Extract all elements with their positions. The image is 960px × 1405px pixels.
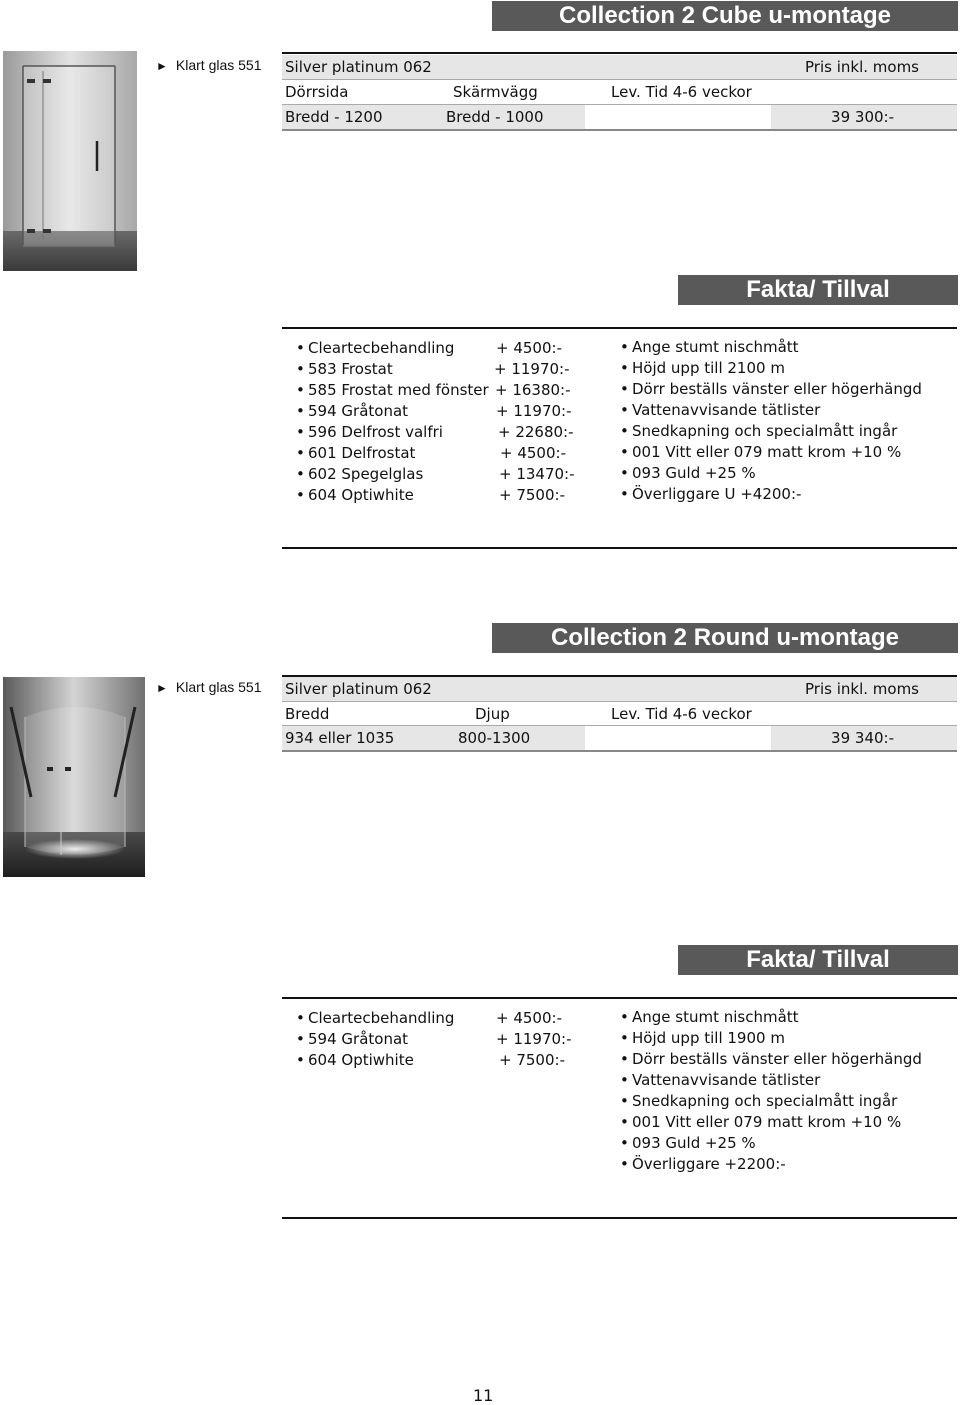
cube-width-door: Bredd - 1200 — [285, 108, 383, 126]
option-item: • 601 Delfrostat — [296, 444, 416, 462]
fact-item: • Dörr beställs vänster eller högerhängd — [620, 380, 922, 398]
cube-delivery-time: Lev. Tid 4-6 veckor — [611, 83, 752, 101]
option-price: + 4500:- — [496, 339, 562, 357]
page-number: 11 — [473, 1386, 494, 1405]
triangle-right-icon: ► — [156, 59, 168, 73]
cube-shower-photo — [3, 51, 137, 271]
cube-price: 39 300:- — [831, 108, 894, 126]
round-table-bottom-rule — [282, 750, 957, 752]
cube-facts-bottom-rule — [282, 547, 957, 549]
option-price: + 4500:- — [500, 444, 566, 462]
round-width-value: 934 eller 1035 — [285, 729, 395, 747]
round-depth-value: 800-1300 — [458, 729, 531, 747]
round-width-label: Bredd — [285, 705, 330, 723]
cube-row-finish — [282, 55, 957, 79]
round-row-sizes — [282, 726, 957, 750]
fact-item: • Vattenavvisande tätlister — [620, 1071, 821, 1089]
cube-glass-label: ► Klart glas 551 — [156, 57, 262, 73]
cube-screen-wall-label: Skärmvägg — [453, 83, 538, 101]
option-item: • Cleartecbehandling — [296, 1009, 455, 1027]
round-depth-label: Djup — [475, 705, 510, 723]
option-price: + 7500:- — [499, 486, 565, 504]
fact-item: • Ange stumt nischmått — [620, 1008, 799, 1026]
round-title: Collection 2 Round u-montage — [492, 623, 958, 653]
cube-facts-title: Fakta/ Tillval — [678, 275, 958, 305]
round-facts-top-rule — [282, 997, 957, 999]
round-facts-title: Fakta/ Tillval — [678, 945, 958, 975]
round-glass-label: ► Klart glas 551 — [156, 679, 262, 695]
option-item: • 594 Gråtonat — [296, 402, 409, 420]
cube-table-top-rule — [282, 52, 957, 54]
round-shower-photo — [3, 677, 145, 877]
cube-finish-name: Silver platinum 062 — [285, 58, 432, 76]
fact-item: • 093 Guld +25 % — [620, 1134, 756, 1152]
fact-item: • Dörr beställs vänster eller högerhängd — [620, 1050, 922, 1068]
option-item: • 594 Gråtonat — [296, 1030, 409, 1048]
option-item: • 602 Spegelglas — [296, 465, 424, 483]
option-price: + 11970:- — [496, 402, 572, 420]
option-item: • 585 Frostat med fönster — [296, 381, 489, 399]
fact-item: • Ange stumt nischmått — [620, 338, 799, 356]
round-price: 39 340:- — [831, 729, 894, 747]
triangle-right-icon: ► — [156, 681, 168, 695]
cube-width-screen: Bredd - 1000 — [446, 108, 544, 126]
option-item: • 604 Optiwhite — [296, 486, 414, 504]
fact-item: • Höjd upp till 1900 m — [620, 1029, 785, 1047]
fact-item: • Vattenavvisande tätlister — [620, 401, 821, 419]
cube-title: Collection 2 Cube u-montage — [492, 1, 958, 31]
option-price: + 11970:- — [496, 1030, 572, 1048]
option-price: + 13470:- — [499, 465, 575, 483]
round-row-labels — [282, 702, 957, 726]
fact-item: • 001 Vitt eller 079 matt krom +10 % — [620, 443, 902, 461]
option-item: • 583 Frostat — [296, 360, 393, 378]
fact-item: • 093 Guld +25 % — [620, 464, 756, 482]
round-row-finish — [282, 677, 957, 701]
round-price-note: Pris inkl. moms — [805, 680, 919, 698]
option-item: • Cleartecbehandling — [296, 339, 455, 357]
cube-facts-top-rule — [282, 327, 957, 329]
option-price: + 7500:- — [499, 1051, 565, 1069]
fact-item: • Snedkapning och specialmått ingår — [620, 1092, 898, 1110]
option-price: + 16380:- — [495, 381, 571, 399]
fact-item: • 001 Vitt eller 079 matt krom +10 % — [620, 1113, 902, 1131]
fact-item: • Överliggare +2200:- — [620, 1155, 786, 1173]
option-price: + 4500:- — [496, 1009, 562, 1027]
cube-door-side-label: Dörrsida — [285, 83, 349, 101]
fact-item: • Höjd upp till 2100 m — [620, 359, 785, 377]
cube-row-sizes — [282, 105, 957, 129]
fact-item: • Överliggare U +4200:- — [620, 485, 802, 503]
option-price: + 11970:- — [494, 360, 570, 378]
round-finish-name: Silver platinum 062 — [285, 680, 432, 698]
option-item: • 596 Delfrost valfri — [296, 423, 443, 441]
option-item: • 604 Optiwhite — [296, 1051, 414, 1069]
option-price: + 22680:- — [498, 423, 574, 441]
round-delivery-time: Lev. Tid 4-6 veckor — [611, 705, 752, 723]
round-facts-bottom-rule — [282, 1217, 957, 1219]
cube-price-note: Pris inkl. moms — [805, 58, 919, 76]
fact-item: • Snedkapning och specialmått ingår — [620, 422, 898, 440]
cube-row-labels — [282, 80, 957, 104]
cube-table-bottom-rule — [282, 129, 957, 131]
